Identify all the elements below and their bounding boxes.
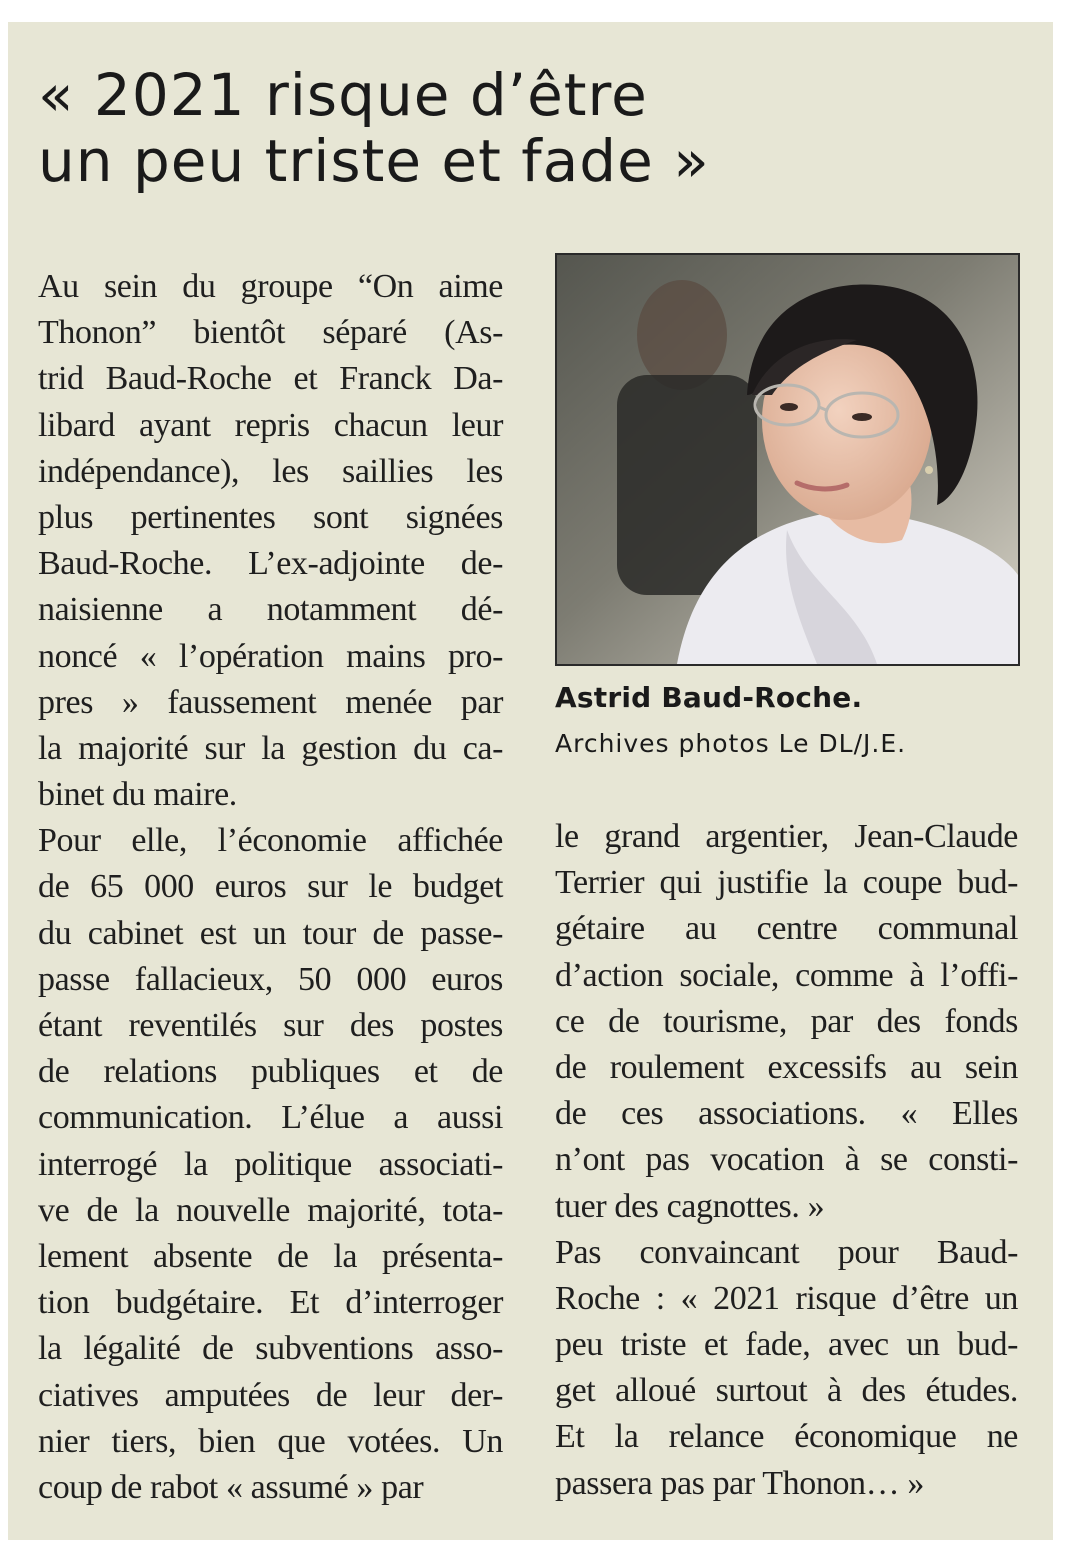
article-text-line: n’ont pas vocation à se consti-: [555, 1141, 1018, 1179]
article-text-line: tion budgétaire. Et d’interroger: [38, 1284, 503, 1322]
article-text-line: get alloué surtout à des études.: [555, 1372, 1018, 1410]
article-text-line: binet du maire.: [38, 776, 237, 814]
article-text-line: pres » faussement menée par: [38, 683, 503, 721]
article-text-line: nier tiers, bien que votées. Un: [38, 1422, 503, 1460]
article-text-line: de 65 000 euros sur le budget: [38, 868, 503, 906]
article-text-line: de roulement excessifs au sein: [555, 1048, 1018, 1086]
article-text-line: noncé « l’opération mains pro-: [38, 637, 503, 675]
article-text-line: peu triste et fade, avec un bud-: [555, 1326, 1018, 1364]
article-text-line: passera pas par Thonon… »: [555, 1464, 924, 1502]
article-text-line: plus pertinentes sont signées: [38, 498, 503, 536]
article-text-line: coup de rabot « assumé » par: [38, 1468, 424, 1506]
article-text-line: indépendance), les saillies les: [38, 452, 503, 490]
article-text-line: Au sein du groupe “On aime: [38, 268, 503, 305]
article-text-line: tuer des cagnottes. »: [555, 1187, 825, 1225]
article-text-line: étant reventilés sur des postes: [38, 1007, 503, 1044]
article-text-line: Et la relance économique ne: [555, 1418, 1018, 1456]
portrait-photo: [555, 253, 1020, 666]
article-text-line: la légalité de subventions asso-: [38, 1330, 503, 1368]
article-text-line: libard ayant repris chacun leur: [38, 406, 503, 444]
article-text-line: ciatives amputées de leur der-: [38, 1376, 503, 1414]
article-text-line: de relations publiques et de: [38, 1053, 503, 1091]
article-text-line: Baud-Roche. L’ex-adjointe de-: [38, 545, 503, 583]
caption-name: Astrid Baud-Roche.: [555, 681, 863, 714]
article-text-line: le grand argentier, Jean-Claude: [555, 818, 1018, 855]
article-text-line: Thonon” bientôt séparé (As-: [38, 314, 503, 352]
headline: [38, 62, 710, 194]
article-text-line: du cabinet est un tour de passe-: [38, 914, 503, 952]
article-text-line: passe fallacieux, 50 000 euros: [38, 960, 503, 998]
article-text-line: la majorité sur la gestion du ca-: [38, 729, 503, 767]
article-text-line: ve de la nouvelle majorité, tota-: [38, 1191, 503, 1229]
article-text-line: ce de tourisme, par des fonds: [555, 1002, 1018, 1040]
article-text-line: Pas convaincant pour Baud-: [555, 1233, 1018, 1271]
article-text-line: lement absente de la présenta-: [38, 1237, 503, 1275]
article-text-line: Terrier qui justifie la coupe bud-: [555, 864, 1018, 902]
headline-line: « 2021 risque d’être: [38, 61, 648, 129]
article-text-line: gétaire au centre communal: [555, 910, 1018, 948]
headline-line: un peu triste et fade »: [38, 127, 710, 195]
article-text-line: naisienne a notamment dé-: [38, 591, 503, 629]
portrait-illustration: [557, 255, 1018, 664]
article-column-right: [555, 814, 1018, 1507]
article-column-left: [38, 264, 503, 1511]
article-text-line: interrogé la politique associati-: [38, 1145, 503, 1183]
article-text-line: de ces associations. « Elles: [555, 1095, 1018, 1133]
caption-credit: Archives photos Le DL/J.E.: [555, 729, 907, 758]
article-text-line: Pour elle, l’économie affichée: [38, 822, 503, 860]
photo-caption: [555, 678, 1020, 762]
article-text-line: Roche : « 2021 risque d’être un: [555, 1279, 1018, 1317]
article-text-line: d’action sociale, comme à l’offi-: [555, 956, 1018, 994]
article-text-line: trid Baud-Roche et Franck Da-: [38, 360, 503, 398]
article-text-line: communication. L’élue a aussi: [38, 1099, 503, 1137]
